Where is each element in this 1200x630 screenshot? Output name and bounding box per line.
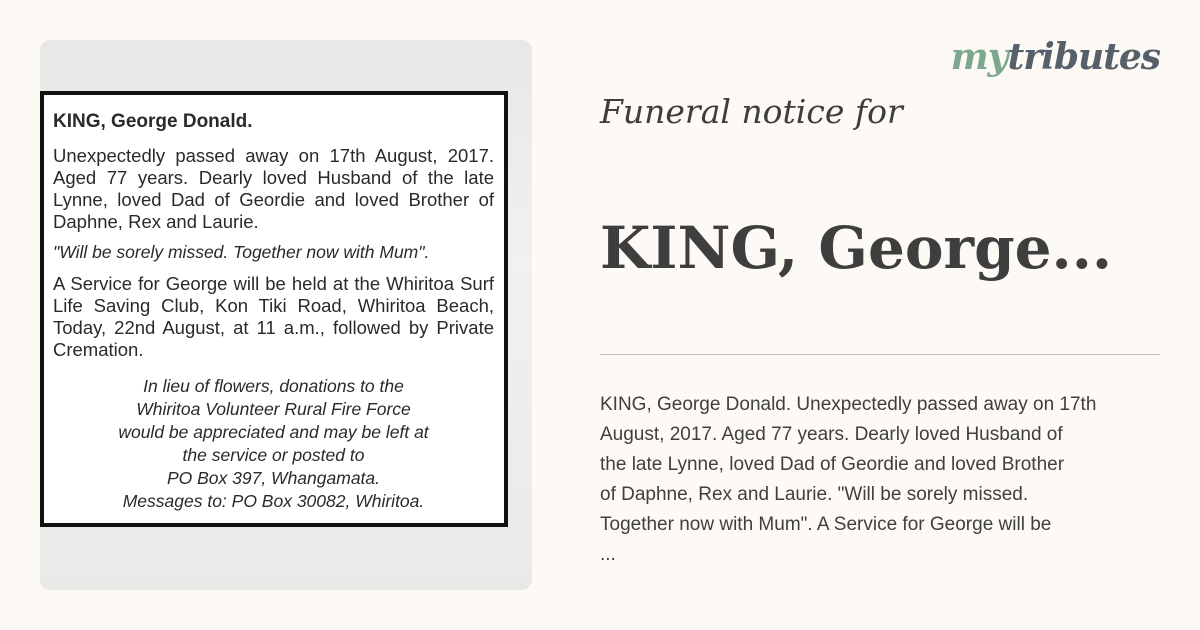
notice-image-card — [40, 40, 532, 590]
notice-excerpt: KING, George Donald. Unexpectedly passed away on 17th August, 2017. Aged 77 years. Dearly loved Husband of the late Lynne, loved Dad of Geordie and loved Brother of Daphne, Rex and Laurie. "Will be sorely missed. Together now with Mum". A Service for George will be — [600, 394, 1097, 535]
donation-line: In lieu of flowers, donations to the — [143, 376, 404, 396]
funeral-notice-clipping — [40, 91, 508, 527]
mytributes-logo[interactable] — [951, 36, 1160, 78]
donation-line: PO Box 397, Whangamata. — [166, 468, 381, 488]
divider — [600, 354, 1160, 355]
deceased-name: KING, George... — [600, 214, 1113, 282]
notice-paragraph-2: A Service for George will be held at the Whiritoa Surf Life Saving Club, Kon Tiki Road, Whiritoa Beach, Today, 22nd August, at 11 a.m., followed by Private Cremation. — [53, 273, 494, 360]
notice-heading: KING, George Donald. — [53, 111, 253, 132]
donation-line: Whiritoa Volunteer Rural Fire Force — [136, 399, 411, 419]
lead-text: Funeral notice for — [600, 92, 903, 131]
donation-line: the service or posted to — [182, 445, 365, 465]
donation-line: Messages to: PO Box 30082, Whiritoa. — [122, 491, 425, 511]
logo-suffix: tributes — [1007, 36, 1160, 78]
donation-line: would be appreciated and may be left at — [118, 422, 429, 442]
excerpt-ellipsis: ... — [600, 544, 616, 565]
notice-quote: "Will be sorely missed. Together now with Mum". — [53, 242, 430, 262]
logo-prefix: my — [950, 36, 1008, 78]
notice-paragraph-1: Unexpectedly passed away on 17th August, 2017. Aged 77 years. Dearly loved Husband of the late Lynne, loved Dad of Geordie and loved Brother of Daphne, Rex and Laurie. — [53, 145, 494, 232]
notice-donations — [53, 375, 494, 513]
